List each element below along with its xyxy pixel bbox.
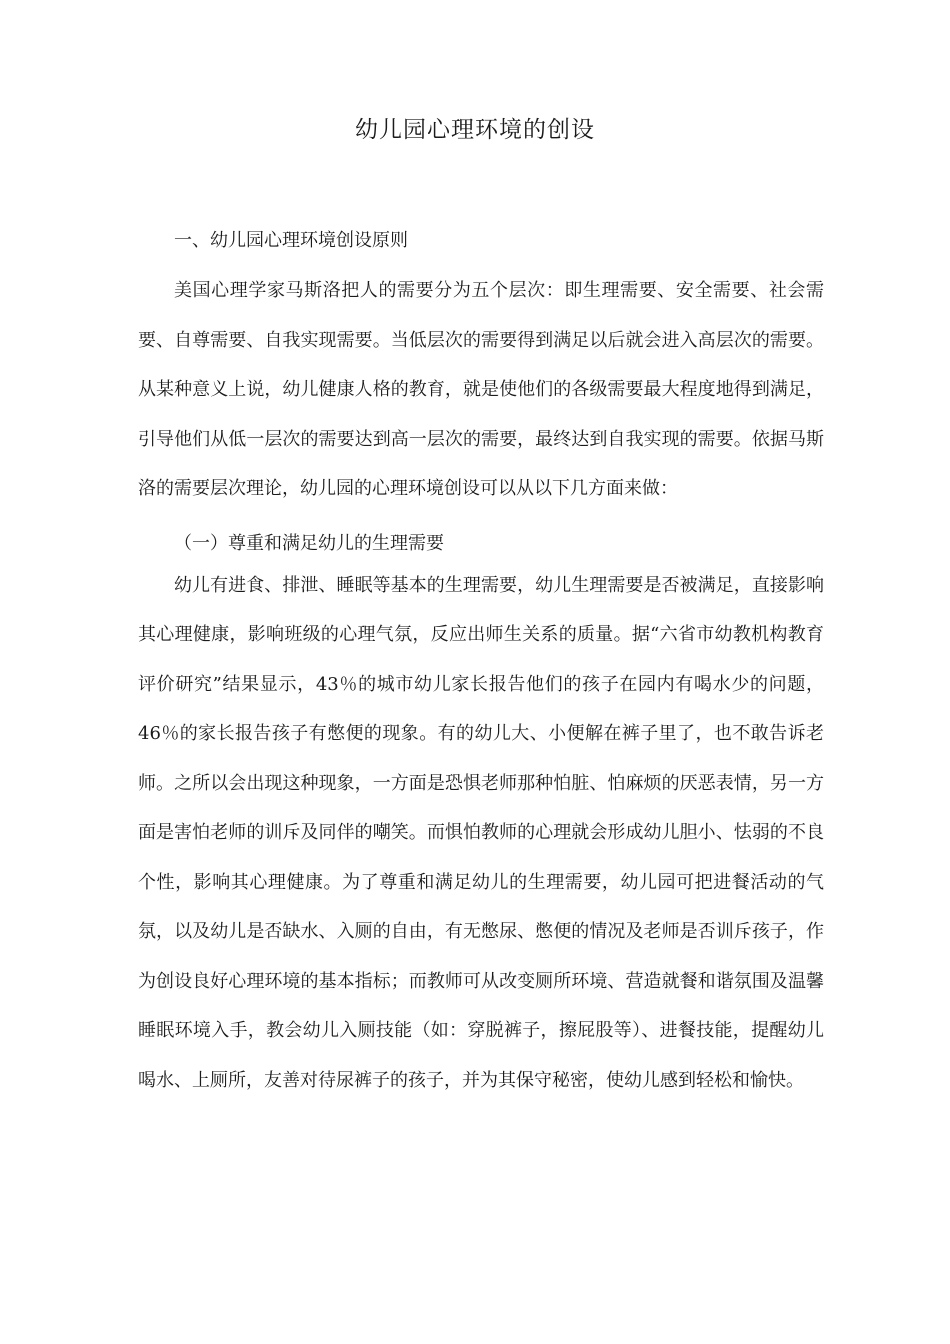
intro-paragraph: 美国心理学家马斯洛把人的需要分为五个层次：即生理需要、安全需要、社会需要、自尊需要、自我实现需要。当低层次的需要得到满足以后就会进入高层次的需要。从某种意义上说，幼儿健康人格的教育，就是使他们的各级需要最大程度地得到满足，引导他们从低一层次的需要达到高一层次的需要，最终达到自我实现的需要。依据马斯洛的需要层次理论，幼儿园的心理环境创设可以从以下几方面来做：	[138, 280, 824, 499]
document-title: 幼儿园心理环境的创设	[355, 117, 595, 143]
section-heading: 一、幼儿园心理环境创设原则	[174, 230, 408, 251]
document-body	[138, 223, 824, 1121]
subsection-heading: （一）尊重和满足幼儿的生理需要	[174, 532, 444, 554]
body-paragraph: 幼儿有进食、排泄、睡眠等基本的生理需要，幼儿生理需要是否被满足，直接影响其心理健康，影响班级的心理气氛，反应出师生关系的质量。据“六省市幼教机构教育评价研究”结果显示，43％的城市幼儿家长报告他们的孩子在园内有喝水少的问题，46％的家长报告孩子有憋便的现象。有的幼儿大、小便解在裤子里了，也不敢告诉老师。之所以会出现这种现象，一方面是恐惧老师那种怕脏、怕麻烦的厌恶表情，另一方面是害怕老师的训斥及同伴的嘲笑。而惧怕教师的心理就会形成幼儿胆小、怯弱的不良个性，影响其心理健康。为了尊重和满足幼儿的生理需要，幼儿园可把进餐活动的气氛，以及幼儿是否缺水、入厕的自由，有无憋尿、憋便的情况及老师是否训斥孩子，作为创设良好心理环境的基本指标；而教师可从改变厕所环境、营造就餐和谐氛围及温馨睡眠环境入手，教会幼儿入厕技能（如：穿脱裤子，擦屁股等）、进餐技能，提醒幼儿喝水、上厕所，友善对待尿裤子的孩子，并为其保守秘密，使幼儿感到轻松和愉快。	[138, 574, 824, 1091]
